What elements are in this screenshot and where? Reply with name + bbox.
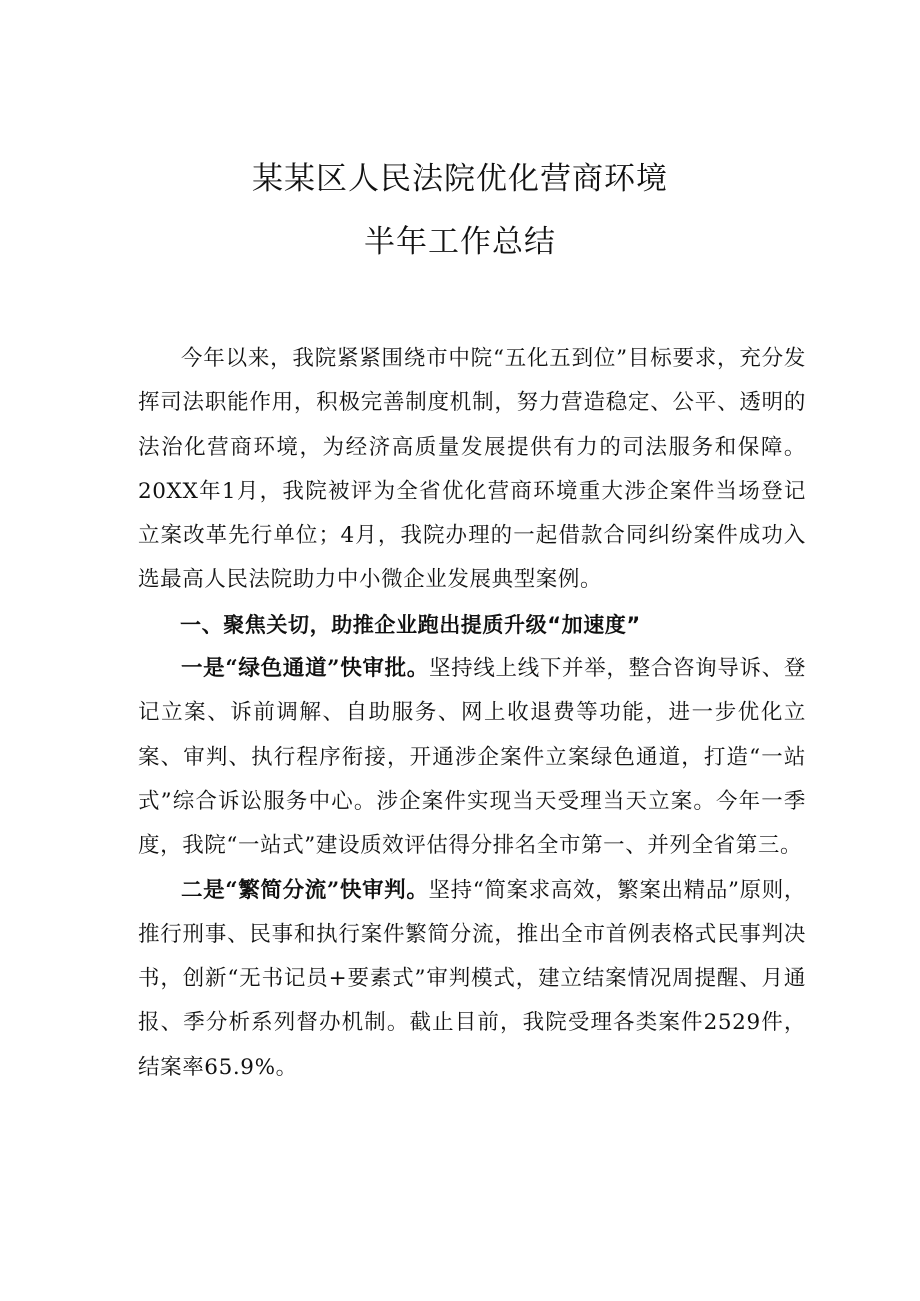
paragraph-text: 今年以来，我院紧紧围绕市中院“五化五到位”目标要求，充分发挥司法职能作用，积极完善制度机制，努力营造稳定、公平、透明的法治化营商环境，为经济高质量发展提供有力的司法服务和保障。20XX年1月，我院被评为全省优化营商环境重大涉企案件当场登记立案改革先行单位；4月，我院办理的一起借款合同纠纷案件成功入选最高人民法院助力中小微企业发展典型案例。 — [138, 346, 806, 593]
paragraph-green-channel — [138, 647, 806, 868]
document-title-line-1: 某某区人民法院优化营商环境 — [252, 161, 668, 197]
paragraph-text: 坚持线上线下并举，整合咨询导诉、登记立案、诉前调解、自助服务、网上收退费等功能，进一步优化立案、审判、执行程序衔接，开通涉企案件立案绿色通道，打造“一站式”综合诉讼服务中心。涉企案件实现当天受理当天立案。今年一季度，我院“一站式”建设质效评估得分排名全市第一、并列全省第三。 — [138, 656, 807, 859]
paragraph-lead: 二是“繁简分流”快审判。 — [181, 877, 429, 903]
document-body — [138, 337, 806, 1090]
section-heading-1: 一、聚焦关切，助推企业跑出提质升级“加速度” — [180, 612, 641, 637]
paragraph-case-diversion — [138, 869, 806, 1090]
paragraph-text: 坚持“简案求高效，繁案出精品”原则，推行刑事、民事和执行案件繁简分流，推出全市首例表格式民事判决书，创新“无书记员+要素式”审判模式，建立结案情况周提醒、月通报、季分析系列督办机制。截止目前，我院受理各类案件2529件，结案率65.9%。 — [138, 877, 806, 1080]
paragraph-lead: 一是“绿色通道”快审批。 — [181, 656, 429, 682]
intro-paragraph — [138, 337, 806, 603]
document-title-line-2: 半年工作总结 — [364, 224, 556, 260]
